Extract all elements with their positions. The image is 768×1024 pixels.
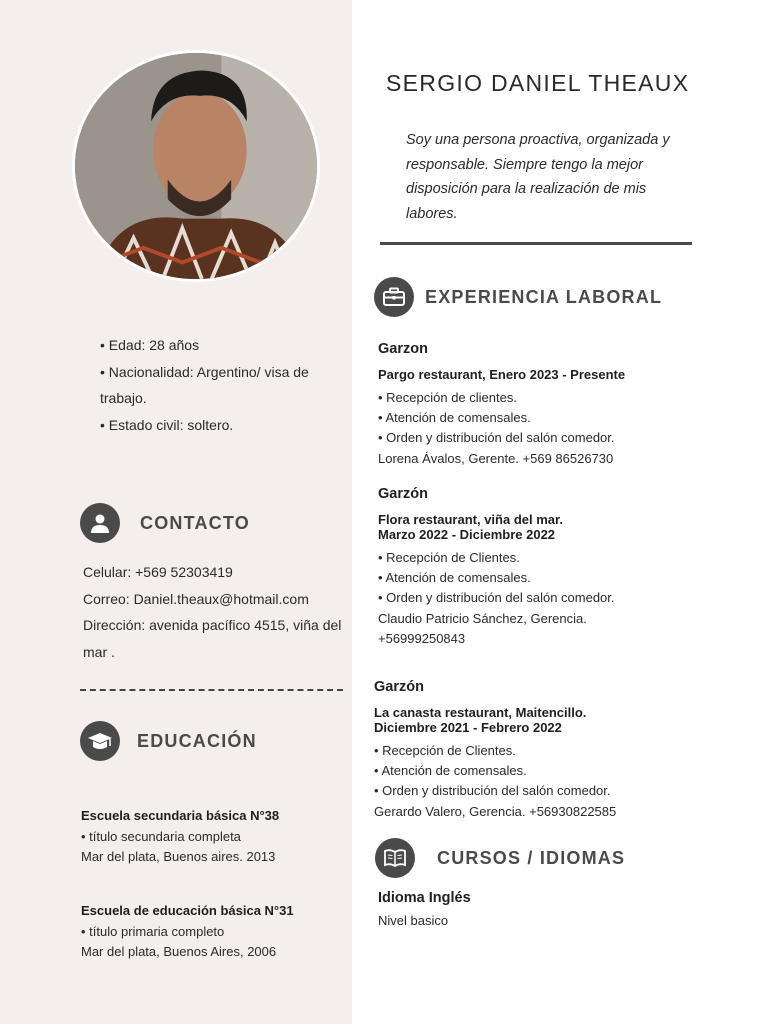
- courses-title: CURSOS / IDIOMAS: [437, 848, 626, 868]
- personal-info: [100, 332, 340, 438]
- graduation-cap-icon: [80, 721, 120, 761]
- job-line: • Atención de comensales.: [378, 570, 531, 586]
- job-line: • Recepción de clientes.: [378, 390, 517, 405]
- job-entry: [378, 341, 678, 469]
- job-dates: Diciembre 2021 - Febrero 2022: [374, 720, 562, 735]
- profile-summary: Soy una persona proactiva, organizada y responsable. Siempre tengo la mejor disposición para la realización de mis labores.: [406, 132, 670, 222]
- personal-civil-status: • Estado civil: soltero.: [100, 416, 234, 433]
- job-role: Garzon: [378, 341, 428, 357]
- user-icon: [80, 503, 120, 543]
- job-details: [378, 388, 678, 469]
- education-item: [81, 808, 346, 867]
- education-school: Escuela de educación básica N°31: [81, 903, 294, 918]
- education-title: EDUCACIÓN: [137, 731, 257, 751]
- contact-phone: Celular: +569 52303419: [83, 564, 233, 580]
- job-place: Pargo restaurant, Enero 2023 - Presente: [378, 367, 626, 382]
- experience-title: EXPERIENCIA LABORAL: [425, 287, 663, 307]
- job-line: • Orden y distribución del salón comedor.: [374, 783, 611, 799]
- job-line: • Orden y distribución del salón comedor.: [378, 590, 615, 606]
- contact-title: CONTACTO: [140, 513, 250, 533]
- job-details: [378, 548, 678, 649]
- course-name: Idioma Inglés: [378, 890, 471, 906]
- job-line: +56999250843: [378, 630, 466, 646]
- job-entry: [378, 486, 678, 649]
- education-school: Escuela secundaria básica N°38: [81, 808, 280, 823]
- contact-address: Dirección: avenida pacífico 4515, viña del mar .: [83, 617, 342, 660]
- job-line: • Orden y distribución del salón comedor.: [378, 430, 615, 446]
- job-role: Garzón: [378, 486, 428, 502]
- book-icon: [375, 838, 415, 878]
- job-line: Claudio Patricio Sánchez, Gerencia.: [378, 610, 587, 626]
- contact-email: Correo: Daniel.theaux@hotmail.com: [83, 590, 309, 607]
- profile-photo: [72, 50, 320, 282]
- education-item: [81, 903, 346, 962]
- education-place: Mar del plata, Buenos Aires, 2006: [81, 944, 277, 959]
- job-details: [374, 741, 674, 822]
- job-entry: [374, 679, 674, 822]
- education-degree: • título secundaria completa: [81, 829, 241, 844]
- job-place: La canasta restaurant, Maitencillo.: [374, 705, 587, 720]
- job-place: Flora restaurant, viña del mar.: [378, 512, 563, 527]
- course-level: Nivel basico: [378, 913, 449, 928]
- education-degree: • título primaria completo: [81, 924, 225, 939]
- personal-nationality: • Nacionalidad: Argentino/ visa de trabajo.: [100, 363, 309, 406]
- education-place: Mar del plata, Buenos aires. 2013: [81, 849, 276, 864]
- job-role: Garzón: [374, 679, 424, 695]
- job-line: • Recepción de Clientes.: [374, 743, 516, 758]
- briefcase-icon: [374, 277, 414, 317]
- full-name: SERGIO DANIEL THEAUX: [386, 70, 690, 96]
- job-line: • Atención de comensales.: [378, 410, 531, 426]
- job-line: • Recepción de Clientes.: [378, 550, 520, 565]
- personal-age: • Edad: 28 años: [100, 337, 200, 353]
- course-item: [378, 890, 678, 931]
- contact-details: [83, 559, 345, 665]
- job-line: • Atención de comensales.: [374, 763, 527, 779]
- job-line: Gerardo Valero, Gerencia. +56930822585: [374, 803, 617, 819]
- divider: [80, 689, 343, 691]
- job-line: Lorena Ávalos, Gerente. +569 86526730: [378, 450, 614, 466]
- divider: [380, 242, 692, 245]
- job-dates: Marzo 2022 - Diciembre 2022: [378, 527, 556, 542]
